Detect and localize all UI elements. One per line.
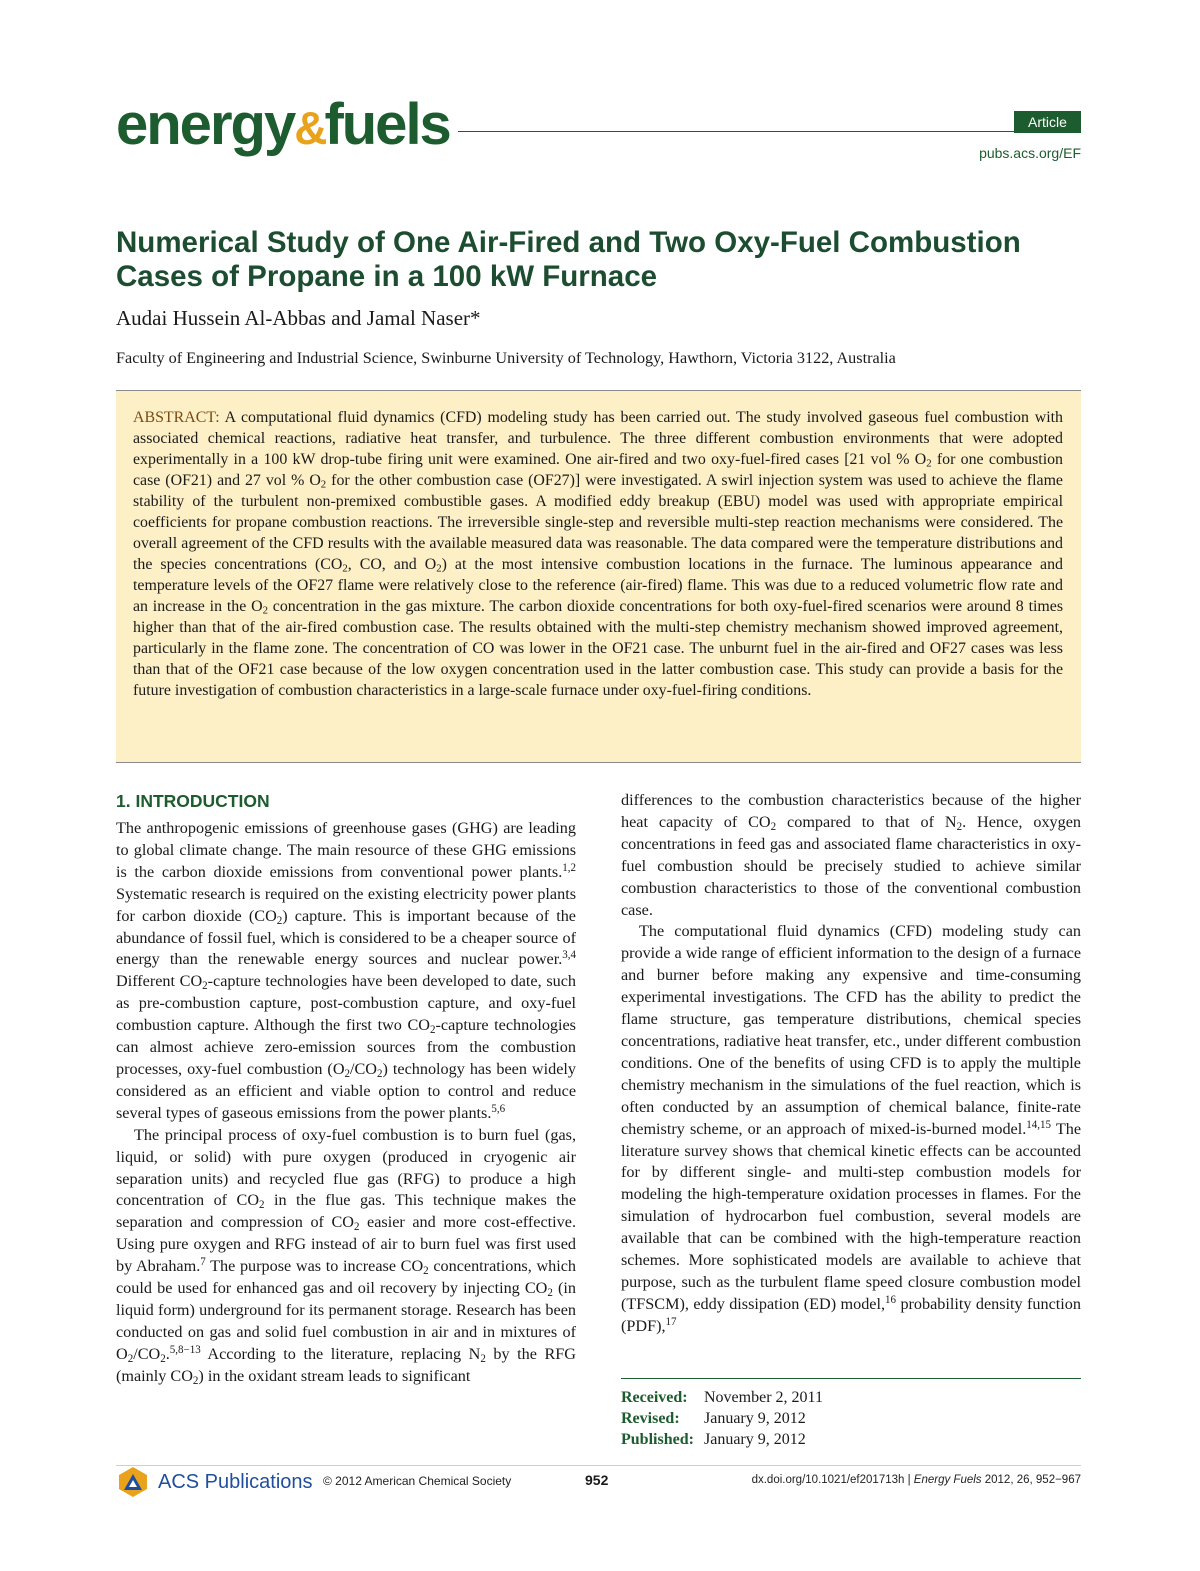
intro-paragraph-2: The principal process of oxy-fuel combustion is to burn fuel (gas, liquid, or solid) with pure oxygen (produced in cryogenic air separation units) and recycled flue gas (RFG) to produce a high concentration of $CO_2$ in the flue gas. This technique makes the separation and compression of $CO_2$ easier and more cost-effective. Using pure oxygen and RFG instead of air to burn fuel was first used by Abraham.$^7$ The purpose was to increase $CO_2$ concentrations, which could be used for enhanced gas and oil recovery by injecting $CO_2$ (in liquid form) underground for its permanent storage. Research has been conducted on gas and solid fuel combustion in air and in mixtures of $O_2/CO_2.^{5,8-13}$ According to the literature, replacing $N_2$ by the RFG (mainly $CO_2$) in the oxidant stream leads to significant (116, 1125, 577, 1387)
citation-ref[interactable]: 1,2 (562, 861, 576, 874)
page-number: 952 (585, 1472, 609, 1488)
journal-logo: energy&fuels (116, 92, 450, 157)
doi-citation[interactable]: dx.doi.org/10.1021/ef201713h | Energy Fuels 2012, 26, 952−967 (751, 1474, 1081, 1486)
abstract-label: ABSTRACT: (133, 409, 220, 426)
intro-paragraph-4: The computational fluid dynamics (CFD) modeling study can provide a wide range of efficient information to the design of a furnace and burner before making any expensive and time-consuming experimental investigations. The CFD has the ability to predict the flame structure, gas temperature distributions, chemical species concentrations, radiative heat transfer, etc., under different combustion conditions. One of the benefits of using CFD is to apply the multiple chemistry mechanism in the simulations of the fuel reaction, which is often conducted by an assumption of chemical balance, finite-rate chemistry scheme, or an approach of mixed-is-burned model.$^{14,15}$ The literature survey shows that chemical kinetic effects can be accounted for by different single- and multi-step combustion models for modeling the high-temperature oxidation processes in flames. For the simulation of hydrocarbon fuel combustion, several models are available that can be combined with the high-temperature reaction schemes. More sophisticated models are available to achieve that purpose, such as the turbulent flame speed closure combustion model (TFSCM), eddy dissipation (ED) model,$^{16}$ probability density function (PDF),$^{17}$ (621, 922, 1082, 1335)
paper-authors: Audai Hussein Al-Abbas and Jamal Naser* (116, 306, 481, 330)
article-type-badge: Article (1014, 111, 1081, 133)
intro-paragraph-1: The anthropogenic emissions of greenhouse gases (GHG) are leading to global climate change. The main resource of these GHG emissions is the carbon dioxide emissions from conventional power plants.$^{1,2}$ Systematic research is required on the existing electricity power plants for carbon dioxide $(CO_2)$ capture. This is important because of the abundance of fossil fuel, which is considered to be a cheaper source of energy than the renewable energy sources and nuclear power.$^{3,4}$ Different $CO_2$-capture technologies have been developed to date, such as pre-combustion capture, post-combustion capture, and oxy-fuel combustion capture. Although the first two $CO_2$-capture technologies can almost achieve zero-emission sources from the combustion processes, oxy-fuel combustion $(O_2/CO_2)$ technology has been widely considered as an efficient and viable option to control and reduce several types of gaseous emissions from the power plants.$^{5,6}$ (116, 819, 576, 1122)
received-date-row: Received: November 2, 2011 (621, 1389, 823, 1406)
citation-ref[interactable]: 5,6 (491, 1102, 506, 1115)
publisher-name: ACS Publications (158, 1470, 313, 1493)
section-heading-introduction: 1. INTRODUCTION (116, 791, 270, 811)
copyright-notice: © 2012 American Chemical Society (323, 1474, 512, 1488)
dates-rule (621, 1378, 1081, 1379)
intro-paragraph-3: differences to the combustion characteristics because of the higher heat capacity of $CO_2$ compared to that of $N_2$. Hence, oxygen concentrations in feed gas and associated flame characteristics in oxy-fuel combustion should be precisely studied to achieve similar combustion characteristics to those of the conventional combustion case. (621, 791, 1082, 919)
revised-date-row: Revised: January 9, 2012 (621, 1410, 806, 1427)
paper-title: Numerical Study of One Air-Fired and Two Oxy-Fuel Combustion Cases of Propane in a 100 kW Furnace (116, 226, 1021, 293)
published-date-row: Published: January 9, 2012 (621, 1431, 806, 1448)
citation-ref[interactable]: 16 (885, 1293, 897, 1306)
acs-hexagon-icon (116, 1465, 150, 1499)
logo-ampersand: & (294, 102, 325, 154)
author-affiliation: Faculty of Engineering and Industrial Science, Swinburne University of Technology, Hawthorn, Victoria 3122, Australia (116, 349, 896, 367)
citation-ref[interactable]: 7 (200, 1256, 206, 1269)
abstract-box: ABSTRACT: A computational fluid dynamics (CFD) modeling study has been carried out. The study involved gaseous fuel combustion with associated chemical reactions, radiative heat transfer, and turbulence. The three different combustion environments that were adopted experimentally in a 100 kW drop-tube firing unit were examined. One air-fired and two oxy-fuel-fired cases [21 vol % $O_2$ for one combustion case (OF21) and 27 vol % $O_2$ for the other combustion case (OF27)] were investigated. A swirl injection system was used to achieve the flame stability of the turbulent non-premixed combustible gases. A modified eddy breakup (EBU) model was used with appropriate empirical coefficients for propane combustion reactions. The irreversible single-step and reversible multi-step reaction mechanisms were considered. The overall agreement of the CFD results with the available measured data was reasonable. The data compared were the temperature distributions and the species concentrations ($CO_2$, CO, and $O_2$) at the most intensive combustion locations in the furnace. The luminous appearance and temperature levels of the OF27 flame were relatively close to the reference (air-fired) flame. This was due to a reduced volumetric flow rate and an increase in the $O_2$ concentration in the gas mixture. The carbon dioxide concentrations for both oxy-fuel-fired scenarios were around 8 times higher than that of the air-fired combustion case. The results obtained with the multi-step chemistry mechanism showed improved agreement, particularly in the flame zone. The concentration of CO was lower in the OF21 case. The unburnt fuel in the air-fired and OF27 cases was less than that of the OF21 case because of the low oxygen concentration used in the latter combustion case. This study can provide a basis for the future investigation of combustion characteristics in a large-scale furnace under oxy-fuel-firing conditions. (116, 391, 1081, 762)
abstract-rule-bottom (116, 762, 1081, 763)
publisher-logo[interactable] (116, 1465, 313, 1499)
citation-ref[interactable]: 14,15 (1026, 1118, 1052, 1131)
citation-ref[interactable]: 3,4 (562, 949, 576, 962)
citation-ref[interactable]: 5,8−13 (169, 1343, 201, 1356)
journal-url-link[interactable]: pubs.acs.org/EF (979, 145, 1081, 161)
citation-ref[interactable]: 17 (665, 1315, 677, 1328)
body-column-right (621, 790, 1081, 1338)
header-rule (458, 131, 1081, 132)
body-column-left (116, 790, 576, 1388)
publication-dates (621, 1387, 823, 1450)
